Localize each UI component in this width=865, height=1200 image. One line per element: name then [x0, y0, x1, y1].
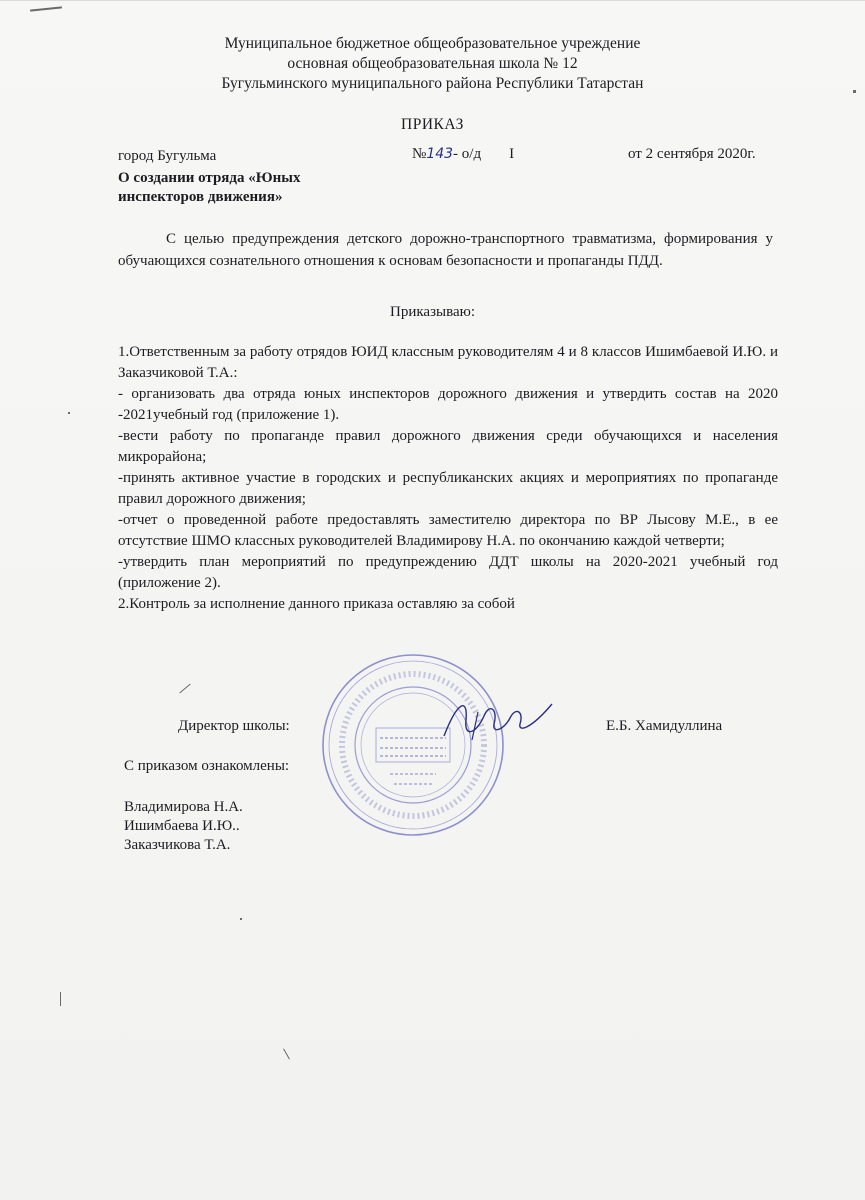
scan-edge — [0, 0, 865, 1]
scan-mark — [179, 684, 190, 694]
order-subject — [118, 169, 301, 207]
acknowledged-list — [124, 798, 243, 855]
header-line-1: Муниципальное бюджетное общеобразовательное учреждение — [224, 35, 641, 52]
scan-mark — [60, 992, 61, 1006]
header-line-3: Бугульминского муниципального района Республики Татарстан — [221, 75, 644, 92]
director-signature — [438, 690, 558, 750]
document-title: ПРИКАЗ — [401, 116, 464, 133]
order-item: -отчет о проведенной работе предоставлять заместителю директора по ВР Лысову М.Е., в ее отсутствие ШМО классных руководителей Владимирову Н.А. по окончанию каждой четверти; — [118, 512, 778, 549]
acknowledged-name: Владимирова Н.А. — [124, 799, 243, 815]
order-item: -утвердить план мероприятий по предупреждению ДДТ школы на 2020-2021 учебный год (приложение 2). — [118, 554, 778, 591]
number-mark: I — [509, 146, 515, 162]
order-item: -принять активное участие в городских и республиканских акциях и мероприятиях по пропаганде правил дорожного движения; — [118, 470, 778, 507]
preamble: С целью предупреждения детского дорожно-транспортного травматизма, формирования у обучающихся сознательного отношения к основам безопасности и пропаганды ПДД. — [118, 231, 773, 269]
number-suffix: - о/д — [453, 146, 482, 162]
order-item: - организовать два отряда юных инспекторов дорожного движения и утвердить состав на 2020 -2021учебный год (приложение 1). — [118, 386, 778, 423]
institution-header — [0, 34, 865, 94]
signature-name: Е.Б. Хамидуллина — [606, 718, 723, 734]
order-item: -вести работу по пропаганде правил дорожного движения среди обучающихся и населения микрорайона; — [118, 428, 778, 465]
number-prefix: № — [412, 146, 427, 162]
handwritten-number: 143 — [426, 146, 454, 162]
subject-line-2: инспекторов движения» — [118, 189, 283, 205]
header-line-2: основная общеобразовательная школа № 12 — [287, 55, 578, 72]
signature-role: Директор школы: — [178, 718, 290, 734]
scan-mark — [30, 6, 62, 11]
scan-mark — [240, 918, 242, 920]
scan-mark — [68, 412, 70, 414]
order-items — [118, 342, 778, 615]
city: город Бугульма — [118, 148, 217, 164]
order-item: 2.Контроль за исполнение данного приказа оставляю за собой — [118, 596, 515, 612]
order-number — [412, 146, 514, 163]
acknowledged-name: Заказчикова Т.А. — [124, 837, 231, 853]
acknowledged-label: С приказом ознакомлены: — [124, 758, 290, 774]
scan-mark — [283, 1049, 290, 1060]
order-item: 1.Ответственным за работу отрядов ЮИД классным руководителям 4 и 8 классов Ишимбаевой И.Ю. и Заказчиковой Т.А.: — [118, 344, 778, 381]
order-date: от 2 сентября 2020г. — [628, 146, 756, 162]
subject-line-1: О создании отряда «Юных — [118, 170, 301, 186]
order-word: Приказываю: — [390, 304, 475, 320]
acknowledged-name: Ишимбаева И.Ю.. — [124, 818, 240, 834]
